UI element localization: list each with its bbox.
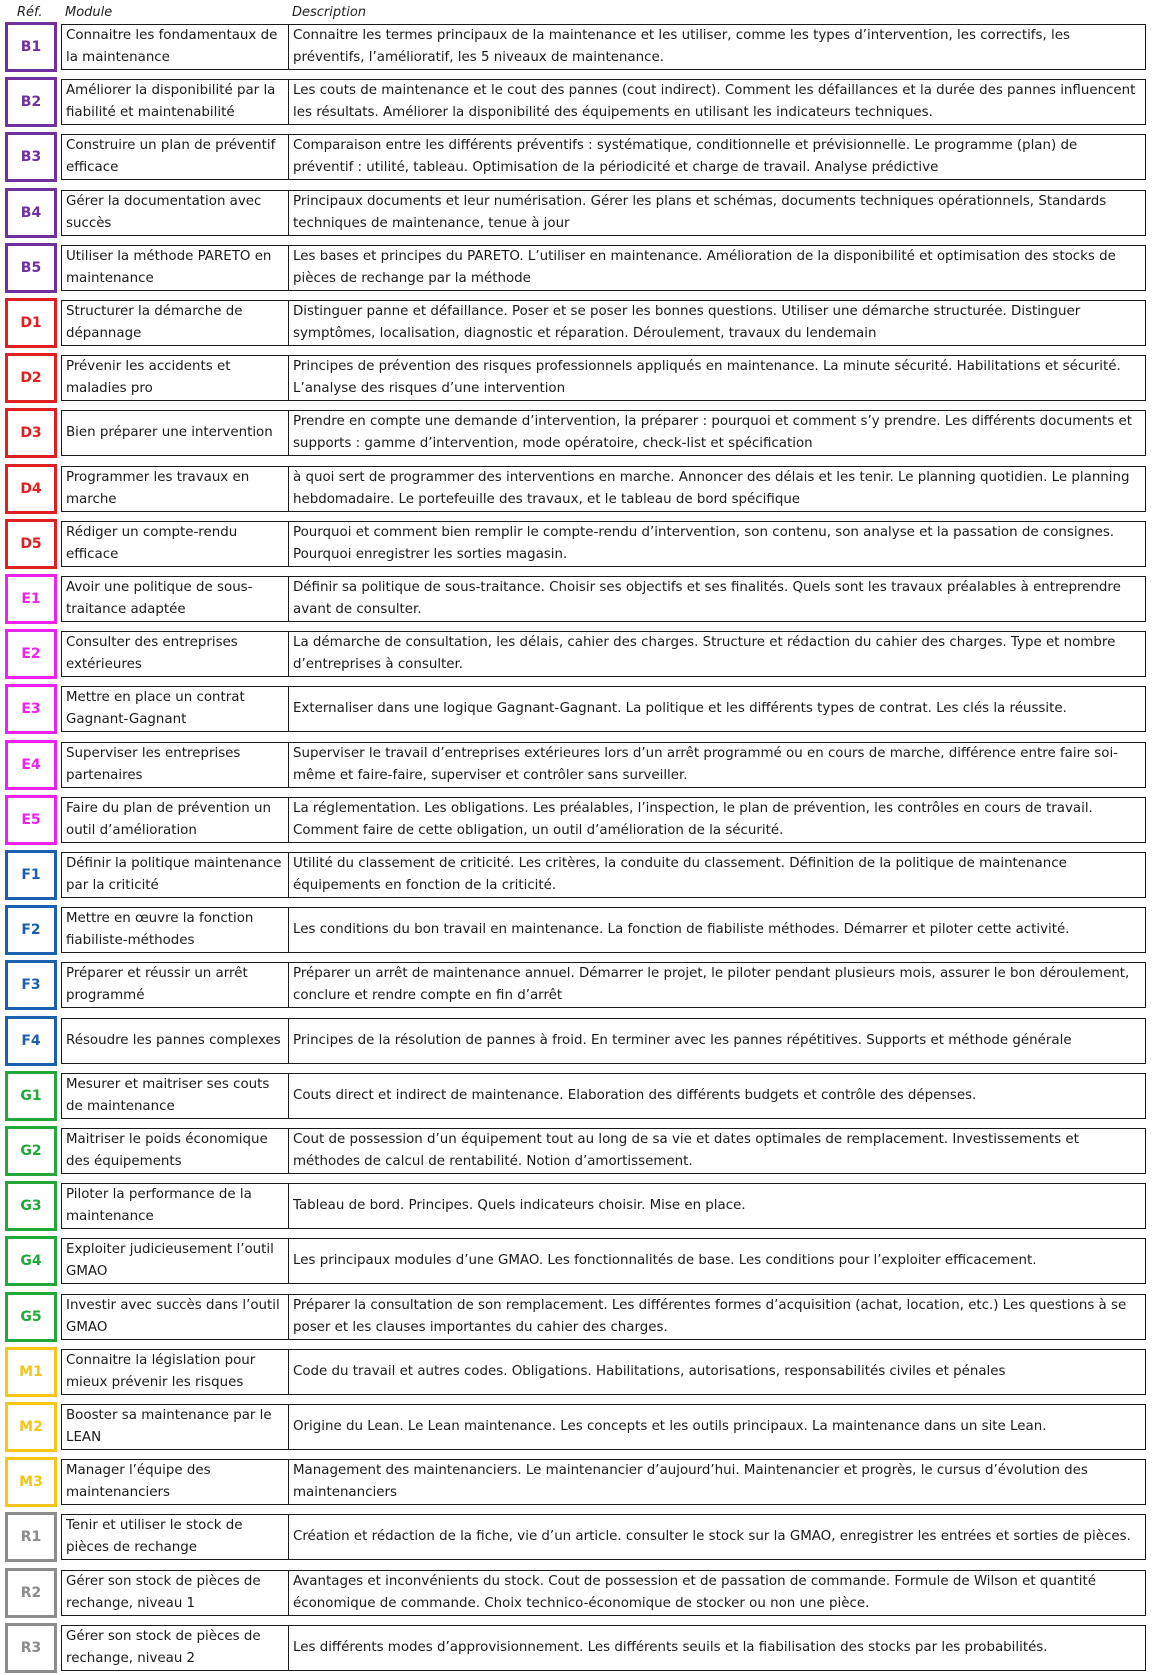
description-cell [288,79,1146,125]
module-cell [61,631,289,677]
module-cell [61,1073,289,1119]
module-cell [61,962,289,1008]
module-text: Mesurer et maitriser ses couts de maintenance [66,1076,270,1114]
description-text: Préparer la consultation de son remplacement. Les différentes formes d’acquisition (achat, location, etc.) Les questions à se poser et les clauses importantes du cahier des charges. [293,1297,1127,1335]
description-cell [288,521,1146,567]
ref-badge: M2 [5,1402,57,1452]
module-cell [61,79,289,125]
module-cell [61,355,289,401]
module-text: Prévenir les accidents et maladies pro [66,359,231,397]
header-description: Description [292,5,367,20]
description-text: à quoi sert de programmer des interventions en marche. Annoncer des délais et les tenir. Le planning quotidien. Le planning hebdomadaire. Le portefeuille des travaux, et le tableau de bord spécifique [293,469,1130,507]
description-text: Management des maintenanciers. Le maintenancier d’aujourd’hui. Maintenancier et progrès, le cursus d’évolution des maintenanciers [293,1463,1088,1501]
module-cell [61,852,289,898]
ref-badge: E1 [5,574,57,624]
ref-badge: B4 [5,188,57,238]
table-row [0,629,1152,679]
module-text: Investir avec succès dans l’outil GMAO [66,1297,280,1335]
ref-badge: F1 [5,850,57,900]
ref-badge: B3 [5,132,57,182]
ref-badge: R2 [5,1568,57,1618]
description-cell [288,355,1146,401]
module-text: Piloter la performance de la maintenance [66,1187,252,1225]
module-text: Consulter des entreprises extérieures [66,635,238,673]
description-text: Préparer un arrêt de maintenance annuel. Démarrer le projet, le piloter pendant plusieurs mois, assurer le bon déroulement, conclure et rendre compte en fin d’arrêt [293,966,1130,1004]
description-text: Tableau de bord. Principes. Quels indicateurs choisir. Mise en place. [293,1198,746,1214]
module-cell [61,797,289,843]
module-cell [61,1018,289,1064]
ref-badge: M1 [5,1347,57,1397]
table-row [0,1457,1152,1507]
description-cell [288,1018,1146,1064]
description-text: Principes de la résolution de pannes à froid. En terminer avec les pannes répétitives. Supports et méthode générale [293,1032,1072,1048]
module-cell [61,1349,289,1395]
table-row [0,795,1152,845]
description-text: Connaitre les termes principaux de la maintenance et les utiliser, comme les types d’intervention, les correctifs, les préventifs, l’amélioratif, les 5 niveaux de maintenance. [293,28,1070,65]
table-row [0,1016,1152,1066]
ref-badge: M3 [5,1457,57,1507]
description-text: Les couts de maintenance et le cout des pannes (cout indirect). Comment les défaillances et la durée des pannes influencent les résultats. Améliorer la disponibilité des équipements en utilisant les indicateurs techniques. [293,83,1136,121]
table-row [0,1181,1152,1231]
description-cell [288,686,1146,732]
module-text: Programmer les travaux en marche [66,469,250,507]
description-text: Création et rédaction de la fiche, vie d’un article. consulter le stock sur la GMAO, enregistrer les entrées et sorties de pièces. [293,1529,1131,1545]
table-row [0,1126,1152,1176]
description-text: Prendre en compte une demande d’intervention, la préparer : pourquoi et comment s’y prendre. Les différents documents et supports : gamme d’intervention, mode opératoire, check-list et spécification [293,414,1132,452]
description-cell [288,576,1146,622]
header-module: Module [65,5,113,20]
description-cell [288,742,1146,788]
ref-badge: F4 [5,1016,57,1066]
module-text: Améliorer la disponibilité par la fiabilité et maintenabilité [66,83,276,121]
table-row [0,905,1152,955]
ref-badge: B1 [5,22,57,72]
description-text: Avantages et inconvénients du stock. Cout de possession et de passation de commande. Formule de Wilson et quantité économique de commande. Choix technico-économique de stocker ou non une pièce. [293,1573,1097,1611]
module-text: Structurer la démarche de dépannage [66,304,243,341]
module-cell [61,576,289,622]
module-text: Utiliser la méthode PARETO en maintenance [66,248,272,286]
ref-badge: G2 [5,1126,57,1176]
description-text: Comparaison entre les différents préventifs : systématique, conditionnelle et prévisionnelle. Le programme (plan) de préventif : utilité, tableau. Optimisation de la périodicité et charge de travail. Analyse prédictive [293,138,1078,176]
table-row [0,1623,1152,1673]
module-text: Gérer son stock de pièces de rechange, niveau 1 [66,1573,261,1611]
description-text: La démarche de consultation, les délais, cahier des charges. Structure et rédaction du cahier des charges. Type et nombre d’entreprises à consulter. [293,635,1116,673]
table-row [0,850,1152,900]
ref-badge: D2 [5,353,57,403]
table-row [0,574,1152,624]
description-text: Les principaux modules d’une GMAO. Les fonctionnalités de base. Les conditions pour l’exploiter efficacement. [293,1253,1037,1269]
module-cell [61,410,289,456]
module-text: Exploiter judicieusement l’outil GMAO [66,1242,274,1280]
module-text: Construire un plan de préventif efficace [66,138,276,176]
table-row [0,1512,1152,1562]
ref-badge: B5 [5,243,57,293]
description-cell [288,1404,1146,1450]
ref-badge: B2 [5,77,57,127]
ref-badge: F3 [5,960,57,1010]
module-text: Bien préparer une intervention [66,425,273,441]
description-text: Utilité du classement de criticité. Les critères, la conduite du classement. Définition de la politique de maintenance équipements en fonction de la criticité. [293,856,1067,893]
description-text: Cout de possession d’un équipement tout au long de sa vie et dates optimales de remplacement. Investissements et méthodes de calcul de rentabilité. Notion d’amortissement. [293,1132,1079,1169]
module-cell [61,24,289,70]
description-cell [288,1570,1146,1616]
description-cell [288,1294,1146,1340]
module-cell [61,245,289,291]
table-row [0,519,1152,569]
ref-badge: E4 [5,740,57,790]
ref-badge: R3 [5,1623,57,1673]
module-cell [61,1459,289,1505]
module-cell [61,1514,289,1560]
module-text: Superviser les entreprises partenaires [66,745,241,783]
description-cell [288,852,1146,898]
description-text: Distinguer panne et défaillance. Poser et se poser les bonnes questions. Utiliser une démarche structurée. Distinguer symptômes, localisation, diagnostic et réparation. Déroulement, travaux du lendemain [293,304,1081,341]
description-cell [288,466,1146,512]
table-row [0,684,1152,734]
description-text: Superviser le travail d’entreprises extérieures lors d’un arrêt programmé ou en cours de marche, différence entre faire soi-même et faire-faire, superviser et contrôler sans surveiller. [293,745,1119,783]
description-text: Origine du Lean. Le Lean maintenance. Les concepts et les outils principaux. La maintenance dans un site Lean. [293,1419,1047,1434]
ref-badge: D5 [5,519,57,569]
module-cell [61,1294,289,1340]
module-text: Gérer son stock de pièces de rechange, niveau 2 [66,1628,261,1666]
description-text: Code du travail et autres codes. Obligations. Habilitations, autorisations, responsabilités civiles et pénales [293,1363,1006,1379]
table-row [0,1568,1152,1618]
module-cell [61,1128,289,1174]
module-text: Manager l’équipe des maintenanciers [66,1463,211,1501]
description-cell [288,134,1146,180]
description-cell [288,410,1146,456]
ref-badge: G5 [5,1292,57,1342]
description-cell [288,300,1146,346]
module-cell [61,521,289,567]
table-row [0,1292,1152,1342]
description-cell [288,1183,1146,1229]
table-row [0,188,1152,238]
table-row [0,1071,1152,1121]
module-cell [61,1570,289,1616]
table-row [0,740,1152,790]
module-text: Maitriser le poids économique des équipements [66,1132,268,1169]
ref-badge: D4 [5,464,57,514]
ref-badge: R1 [5,1512,57,1562]
ref-badge: E2 [5,629,57,679]
table-row [0,353,1152,403]
module-text: Définir la politique maintenance par la criticité [66,856,282,893]
description-text: Les bases et principes du PARETO. L’utiliser en maintenance. Amélioration de la disponibilité et optimisation des stocks de pièces de rechange par la méthode [293,248,1116,286]
description-text: Externaliser dans une logique Gagnant-Gagnant. La politique et les différents types de contrat. Les clés la réussite. [293,701,1067,717]
module-cell [61,300,289,346]
module-cell [61,466,289,512]
description-cell [288,1128,1146,1174]
module-text: Avoir une politique de sous-traitance adaptée [66,580,253,617]
module-text: Rédiger un compte-rendu efficace [66,524,238,562]
ref-badge: E3 [5,684,57,734]
table-row [0,1347,1152,1397]
description-cell [288,962,1146,1008]
table-row [0,464,1152,514]
description-text: La réglementation. Les obligations. Les préalables, l’inspection, le plan de prévention, les contrôles en cours de travail. Comment faire de cette obligation, un outil d’amélioration de la sécurité. [293,800,1093,838]
module-cell [61,742,289,788]
module-cell [61,1404,289,1450]
description-cell [288,1349,1146,1395]
table-row [0,1236,1152,1286]
description-cell [288,797,1146,843]
description-text: Principes de prévention des risques professionnels appliqués en maintenance. La minute sécurité. Habilitations et sécurité. L’analyse des risques d’une intervention [293,359,1121,397]
table-row [0,960,1152,1010]
ref-badge: D3 [5,408,57,458]
module-cell [61,907,289,953]
description-cell [288,1073,1146,1119]
module-text: Gérer la documentation avec succès [66,193,262,231]
module-text: Mettre en place un contrat Gagnant-Gagnant [66,690,245,728]
ref-badge: E5 [5,795,57,845]
ref-badge: G4 [5,1236,57,1286]
table-row [0,22,1152,72]
module-text: Connaitre les fondamentaux de la maintenance [66,28,278,65]
module-cell [61,1183,289,1229]
module-cell [61,1625,289,1671]
table-row [0,298,1152,348]
ref-badge: D1 [5,298,57,348]
description-cell [288,631,1146,677]
description-text: Principaux documents et leur numérisation. Gérer les plans et schémas, documents techniques opérationnels, Standards techniques de maintenance, tenue à jour [293,193,1107,231]
description-text: Les différents modes d’approvisionnement. Les différents seuils et la fiabilisation des stocks par les probabilités. [293,1639,1048,1655]
module-cell [61,190,289,236]
table-row [0,77,1152,127]
module-cell [61,686,289,732]
description-cell [288,1514,1146,1560]
module-text: Mettre en œuvre la fonction fiabiliste-méthodes [66,911,254,949]
module-text: Résoudre les pannes complexes [66,1032,281,1048]
table-row [0,408,1152,458]
description-cell [288,1625,1146,1671]
module-text: Préparer et réussir un arrêt programmé [66,966,248,1004]
module-text: Faire du plan de prévention un outil d’amélioration [66,800,271,838]
module-cell [61,1238,289,1284]
ref-badge: F2 [5,905,57,955]
ref-badge: G1 [5,1071,57,1121]
description-text: Les conditions du bon travail en maintenance. La fonction de fiabiliste méthodes. Démarrer et piloter cette activité. [293,922,1070,938]
module-text: Connaitre la législation pour mieux prévenir les risques [66,1352,256,1390]
table-row [0,1402,1152,1452]
table-row [0,132,1152,182]
description-cell [288,1459,1146,1505]
module-text: Tenir et utiliser le stock de pièces de rechange [66,1518,243,1556]
ref-badge: G3 [5,1181,57,1231]
table-row [0,243,1152,293]
description-cell [288,190,1146,236]
module-text: Booster sa maintenance par le LEAN [66,1408,272,1445]
description-cell [288,245,1146,291]
description-cell [288,24,1146,70]
description-cell [288,907,1146,953]
header-ref: Réf. [17,5,43,20]
description-cell [288,1238,1146,1284]
description-text: Pourquoi et comment bien remplir le compte-rendu d’intervention, son contenu, son analyse et la passation de consignes. Pourquoi enregistrer les sorties magasin. [293,524,1115,562]
description-text: Définir sa politique de sous-traitance. Choisir ses objectifs et ses finalités. Quels sont les travaux préalables à entreprendre avant de consulter. [293,580,1121,617]
module-cell [61,134,289,180]
description-text: Couts direct et indirect de maintenance. Elaboration des différents budgets et contrôle des dépenses. [293,1087,977,1103]
